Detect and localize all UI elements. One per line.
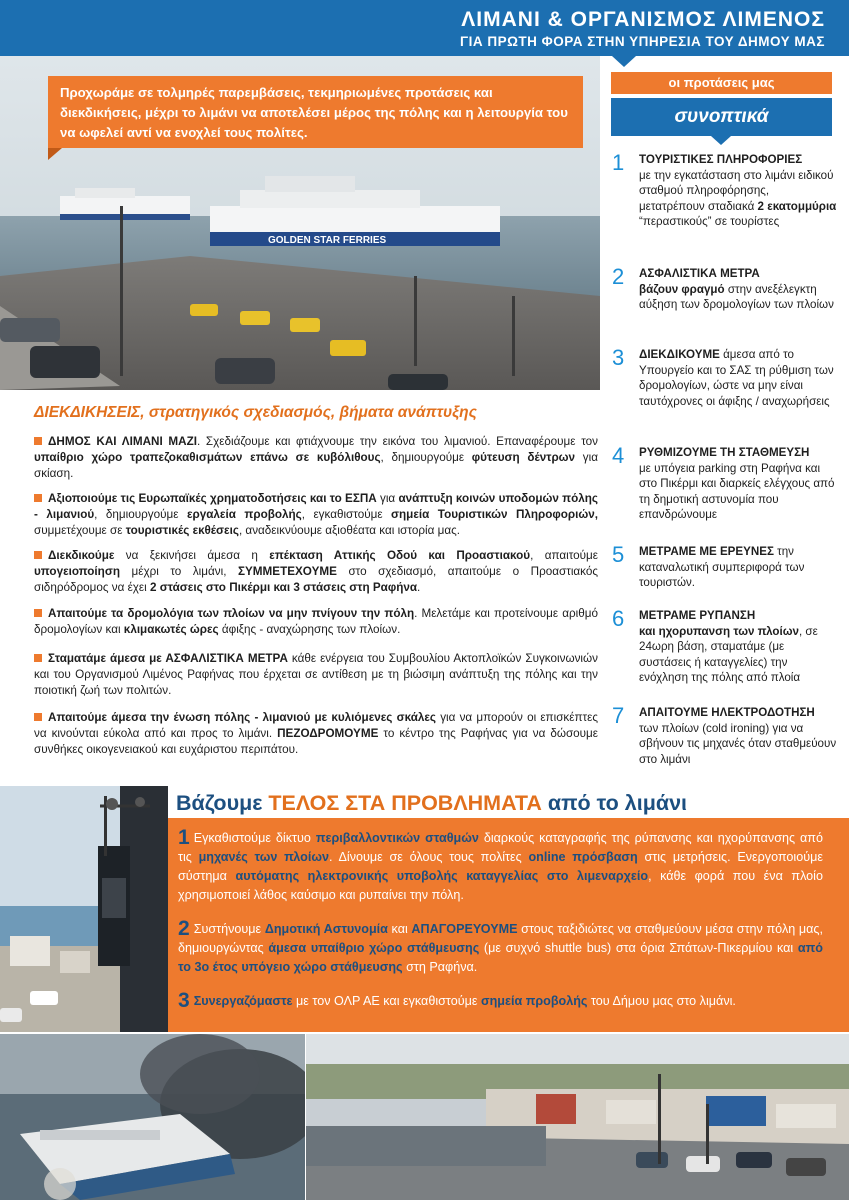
proposal-item: 7 ΑΠΑΙΤΟΥΜΕ ΗΛΕΚΤΡΟΔΟΤΗΣΗ των πλοίων (cold ironing) για να σβήνουν τις μηχανές όταν σταθμεύουν στο λιμάνι [612,703,837,766]
ferry-label: GOLDEN STAR FERRIES [268,235,387,246]
proposal-item: 6 ΜΕΤΡΑΜΕ ΡΥΠΑΝΣΗ και ηχορυπανση των πλοίων, σε 24ωρη βάση, σταματάμε (με συστάσεις ή καταγγελίες) την ενόχληση της πόλης από πλοία [612,606,818,684]
claim-paragraph: Διεκδικούμε να ξεκινήσει άμεσα η επέκταση Αττικής Οδού και Προαστιακού, απαιτούμε υπογειοποίηση μέχρι το λιμάνι, ΣΥΜΜΕΤΕΧΟΥΜΕ στο σχεδιασμό, απαιτούμε ο Προαστιακός σιδηρόδρομος να έχει 2 στάσεις στο Πικέρμι και 3 στάσεις στη Ραφήνα. [34,549,599,595]
photo-ferry-smoke [0,1034,305,1200]
proposal-number: 7 [612,703,625,728]
intro-callout [48,76,583,148]
claims-heading: ΔΙΕΚΔΙΚΗΣΕΙΣ, στρατηγικός σχεδιασμός, βήματα ανάπτυξης [34,404,477,421]
proposal-title: ΜΕΤΡΑΜΕ ΡΥΠΑΝΣΗ [639,609,756,622]
proposal-item: 3 ΔΙΕΚΔΙΚΟΥΜΕ άμεσα από το Υπουργείο και το ΣΑΣ τη ρύθμιση των δρομολογίων, ώστε να μην είναι ταυτόχρονες οι άφιξης / αναχωρήσεις [612,345,834,408]
claim-paragraph: Απαιτούμε άμεσα την ένωση πόλης - λιμανιού με κυλιόμενες σκάλες για να μπορούν οι επισκέπτες να κινούνται εύκολα από και προς το λιμάνι. ΠΕΖΟΔΡΟΜΟΥΜΕ το κέντρο της Ραφήνας για να δώσουμε συνθήκες οικογενειακού και ευχάριστου περιπάτου. [34,711,599,757]
claim-paragraph: ΔΗΜΟΣ ΚΑΙ ΛΙΜΑΝΙ ΜΑΖΙ. Σχεδιάζουμε και φτιάχνουμε την εικόνα του λιμανιού. Επαναφέρουμε τον υπαίθριο χώρο τραπεζοκαθισμάτων επάνω σε κυβόλιθους, δημιουργούμε φύτευση δέντρων για σκίαση. [34,435,598,481]
proposal-title: ΑΠΑΙΤΟΥΜΕ ΗΛΕΚΤΡΟΔΟΤΗΣΗ [639,706,815,719]
bullet-square-icon [34,551,42,559]
problems-box [168,818,849,1032]
claim-paragraph: Αξιοποιούμε τις Ευρωπαϊκές χρηματοδοτήσεις και το ΕΣΠΑ για ανάπτυξη κοινών υποδομών πόλης - λιμανιού, δημιουργούμε εργαλεία προβολής, εγκαθιστούμε σημεία Τουριστικών Πληροφοριών, συμμετέχουμε σε τουριστικές εκθέσεις, αναδεικνύουμε αξιοθέατα και ιστορία μας. [34,492,598,538]
proposal-number: 3 [612,345,625,370]
proposal-item: 5 ΜΕΤΡΑΜΕ ΜΕ ΕΡΕΥΝΕΣ την καταναλωτική συμπεριφορά των τουριστών. [612,542,805,589]
proposal-number: 6 [612,606,625,631]
band-paragraph: 3 Συνεργαζόμαστε με τον ΟΛΡ ΑΕ και εγκαθιστούμε σημεία προβολής του Δήμου μας στο λιμάνι. [178,989,736,1012]
proposal-number: 4 [612,443,625,468]
page-title: ΛΙΜΑΝΙ & ΟΡΓΑΝΙΣΜΟΣ ΛΙΜΕΝΟΣ [461,8,825,31]
proposal-item: 2 ΑΣΦΑΛΙΣΤΙΚΑ ΜΕΤΡΑ βάζουν φραγμό στην ανεξέλεγκτη αύξηση των δρομολογίων των πλοίων [612,264,834,311]
photo-harbor-street [306,1034,849,1200]
bullet-square-icon [34,494,42,502]
proposals-label: οι προτάσεις μας [611,72,832,94]
header-arrow [612,56,636,67]
band-paragraph: 1 Εγκαθιστούμε δίκτυο περιβαλλοντικών σταθμών διαρκούς καταγραφής της ρύπανσης και ηχορύπανσης από τις μηχανές των πλοίων. Δίνουμε σε όλους τους πολίτες online πρόσβαση στις μετρήσεις. Ενεργοποιούμε σύστημα αυτόματης ηλεκτρονικής υποβολής καταγγελίας στο λιμεναρχείο, κάθε φορά που ένα πλοίο χρησιμοποιεί λάθος καύσιμο και ρυπαίνει την πόλη. [178,826,823,902]
summary-heading: συνοπτικά [611,98,832,136]
proposal-item: 4 ΡΥΘΜΙΖΟΥΜΕ ΤΗ ΣΤΑΘΜΕΥΣΗ με υπόγεια parking στη Ραφήνα και στο Πικέρμι και διαρκείς ελέγχους από τη δημοτική αστυνομία που επανδρώνουμε [612,443,835,521]
header-band [0,0,849,56]
claim-paragraph: Σταματάμε άμεσα με ΑΣΦΑΛΙΣΤΙΚΑ ΜΕΤΡΑ κάθε ενέργεια του Συμβουλίου Ακτοπλοϊκών Συγκοινωνιών και του Οργανισμού Λιμένος Ραφήνας που έρχεται σε αντίθεση με τη βιώσιμη ανάπτυξη της πόλης και την ποιοτική ζωή των πολιτών. [34,652,598,698]
claim-paragraph: Απαιτούμε τα δρομολόγια των πλοίων να μην πνίγουν την πόλη. Μελετάμε και προτείνουμε αριθμό δρομολογίων και κλιμακωτές ώρες άφιξης - αναχώρησης των πλοίων. [34,607,598,637]
proposal-title: ΤΟΥΡΙΣΤΙΚΕΣ ΠΛΗΡΟΦΟΡΙΕΣ [639,153,803,166]
proposal-number: 1 [612,150,625,175]
intro-notch [48,148,62,160]
bullet-square-icon [34,713,42,721]
bullet-square-icon [34,654,42,662]
band-heading: Βάζουμε ΤΕΛΟΣ ΣΤΑ ΠΡΟΒΛΗΜΑΤΑ από το λιμάνι [176,786,848,826]
page-subtitle: ΓΙΑ ΠΡΩΤΗ ΦΟΡΑ ΣΤΗΝ ΥΠΗΡΕΣΙΑ ΤΟΥ ΔΗΜΟΥ ΜΑΣ [459,34,825,49]
proposal-title: ΜΕΤΡΑΜΕ ΜΕ ΕΡΕΥΝΕΣ [639,545,774,558]
proposal-title: ΡΥΘΜΙΖΟΥΜΕ ΤΗ ΣΤΑΘΜΕΥΣΗ [639,446,810,459]
proposal-title: ΑΣΦΑΛΙΣΤΙΚΑ ΜΕΤΡΑ [639,267,760,280]
band-paragraph: 2 Συστήνουμε Δημοτική Αστυνομία και ΑΠΑΓΟΡΕΥΟΥΜΕ στους ταξιδιώτες να σταθμεύουν μέσα στην πόλη μας, δημιουργώντας άμεσα υπαίθριο χώρο στάθμευσης (με συχνό shuttle bus) στα όρια Σπάτων-Πικερμίου και από το 3ο έτος υπόγειο χώρο στάθμευσης στη Ραφήνα. [178,917,823,974]
intro-text: Προχωράμε σε τολμηρές παρεμβάσεις, τεκμηριωμένες προτάσεις και διεκδικήσεις, μέχρι το λιμάνι να αποτελέσει μέρος της πόλης και η λειτουργία του να ωφελεί αντί να ενοχλεί τους πολίτες. [60,85,568,140]
proposal-number: 2 [612,264,625,289]
bullet-square-icon [34,437,42,445]
bullet-square-icon [34,609,42,617]
proposal-title: ΔΙΕΚΔΙΚΟΥΜΕ [639,348,720,361]
proposal-number: 5 [612,542,625,567]
proposal-item: 1 ΤΟΥΡΙΣΤΙΚΕΣ ΠΛΗΡΟΦΟΡΙΕΣ με την εγκατάσταση στο λιμάνι ειδικού σταθμού πληροφόρησης, μετατρέπουν σταδιακά 2 εκατομμύρια “περαστικούς” σε τουρίστες [612,150,837,228]
photo-monitoring-station [0,786,168,1032]
